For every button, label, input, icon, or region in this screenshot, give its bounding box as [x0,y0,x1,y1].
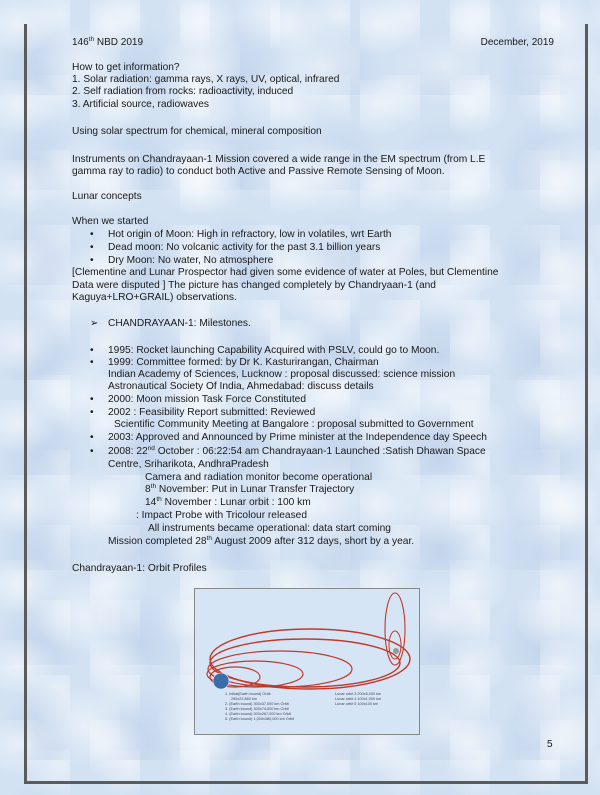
milestone-subline: Centre, Sriharikota, AndhraPradesh [108,459,269,470]
clementine-line: [Clementine and Lunar Prospector had given some evidence of water at Poles, but Clementine [72,267,499,278]
milestone-text: 1999: Committee formed: by Dr K. Kasturirangan, Chairman [108,357,379,368]
fig-legend: 255x22,860 km [231,697,257,701]
milestone-day: 8 [145,484,151,495]
milestone-rest: October : 06:22:54 am Chandrayaan-1 Launched :Satish Dhawan Space [154,446,486,457]
milestone-sup: th [206,535,212,542]
concept-text: Dry Moon: No water, No atmosphere [108,255,274,266]
solar-line: Using solar spectrum for chemical, mineral composition [72,126,322,137]
instruments-line: Instruments on Chandrayaan-1 Mission covered a wide range in the EM spectrum (from L.E [72,154,486,165]
concept-text: Hot origin of Moon: High in refractory, low in volatiles, wrt Earth [108,229,392,240]
concept-text: Dead moon: No volcanic activity for the past 3.1 billion years [108,242,381,253]
fig-legend: 2. (Earth bound) 300x37,000 km Orbit [225,702,289,706]
info-item: 3. Artificial source, radiowaves [72,99,210,110]
milestone-text: 2003: Approved and Announced by Prime minister at the Independence day Speech [108,432,487,443]
milestone-subline: All instruments became operational: data start coming [148,523,391,534]
milestone-subline: Indian Academy of Sciences, Lucknow : proposal discussed: science mission [108,369,456,380]
milestone-subline [108,536,414,548]
orbit-profile-figure [194,588,420,735]
instruments-line: gamma ray to radio) to conduct both Active and Passive Remote Sensing of Moon. [72,166,445,177]
info-title: How to get information? [72,62,180,73]
milestone-rest: August 2009 after 312 days, short by a year. [211,536,415,547]
milestone-text: 2000: Moon mission Task Force Constituted [108,394,306,405]
info-item: 1. Solar radiation: gamma rays, X rays, UV, optical, infrared [72,74,340,85]
milestone-rest: November : Lunar orbit : 100 km [161,497,311,508]
milestone-sup: th [150,483,157,490]
milestones-title: CHANDRAYAAN-1: Milestones. [108,318,251,329]
header-rest: NBD 2019 [94,37,144,48]
milestone-text: Mission completed 28 [108,536,207,547]
fig-legend: 3. (Earth bound) 300x74,000 km Orbit [225,707,289,711]
fig-legend-right: Lunar orbit 5 100x100 km [335,702,379,706]
orbit-diagram [195,589,419,734]
milestone-subline: Scientific Community Meeting at Bangalore : proposal submitted to Government [114,419,474,430]
moon-icon [393,648,399,654]
milestone-subline [145,484,354,496]
milestone-rest: November: Put in Lunar Transfer Trajectory [156,484,355,495]
page-number: 5 [547,739,553,750]
fig-legend-right: Lunar orbit 4 100x1,000 km [335,697,382,701]
milestone-sup: th [156,496,162,503]
when-started: When we started [72,216,149,227]
fig-legend: 1. Initial(Earth bound) Orbit [225,692,271,696]
milestone-subline: Camera and radiation monitor become operational [145,472,373,483]
info-item: 2. Self radiation from rocks: radioactivity, induced [72,86,294,97]
header-num: 146 [72,37,89,48]
orbit-title: Chandrayaan-1: Orbit Profiles [72,563,207,574]
header-date: December, 2019 [480,37,554,48]
clementine-line: Kaguya+LRO+GRAIL) observations. [72,292,237,303]
fig-legend-right: Lunar orbit 3 200x5,000 km [335,692,382,696]
header-sup: th [88,36,95,43]
milestones-arrow: ➢ [90,318,99,329]
milestone-subline [145,497,311,509]
milestone-subline: : Impact Probe with Tricolour released [136,510,307,521]
fig-legend: 5. (Earth bound) 1,000x380,000 km Orbit [225,717,295,721]
lunar-concepts-heading: Lunar concepts [72,191,142,202]
header-left [72,37,143,48]
fig-legend: 4. (Earth bound) 300x267,000 km Orbit [225,712,291,716]
milestone-subline: Astronautical Society Of India, Ahmedabad: discuss details [108,381,374,392]
milestone-text [108,446,486,458]
milestone-date: 2008: 22 [108,446,148,457]
milestone-text: 2002 : Feasibility Report submitted: Reviewed [108,407,316,418]
milestone-sup: nd [147,445,155,452]
clementine-line: Data were disputed ] The picture has changed completely by Chandryaan-1 (and [72,280,436,291]
milestone-text: 1995: Rocket launching Capability Acquired with PSLV, could go to Moon. [108,345,440,356]
milestone-day: 14 [145,497,157,508]
